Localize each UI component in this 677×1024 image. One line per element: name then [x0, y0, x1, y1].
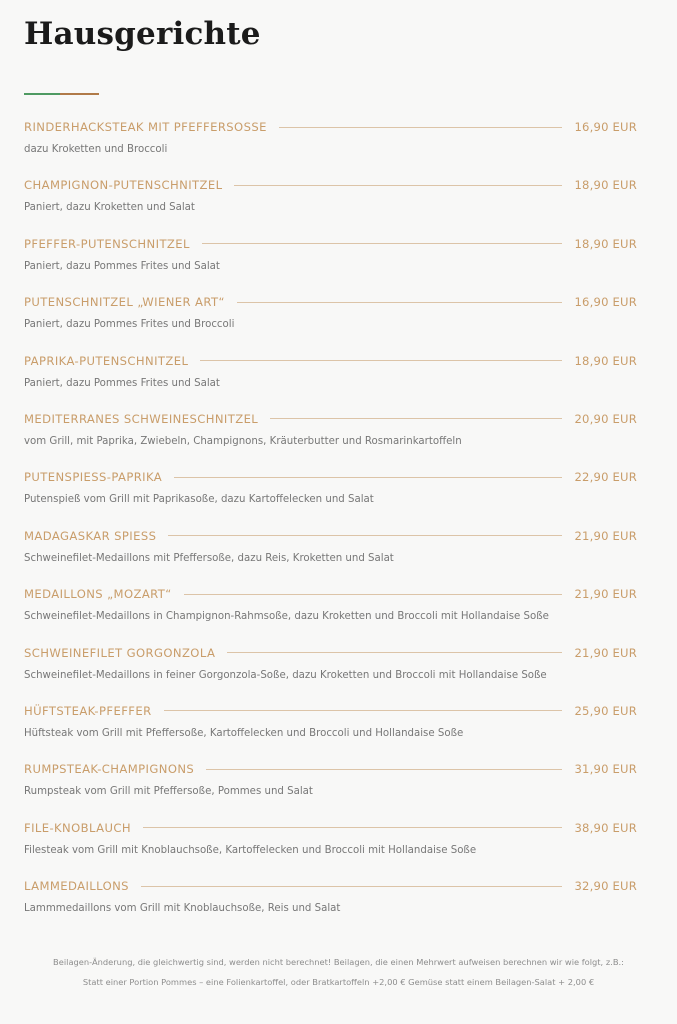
footnote-line: Statt einer Portion Pommes – eine Folienkartoffel, oder Bratkartoffeln +2,00 € Gemüse statt einem Beilagen-Salat + 2,00 €: [82, 977, 595, 987]
dish-row: [24, 759, 637, 779]
dish-description: Schweinefilet-Medaillons in feiner Gorgonzola-Soße, dazu Kroketten und Broccoli mit Hollandaise Soße: [24, 669, 547, 681]
dish-name: CHAMPIGNON-PUTENSCHNITZEL: [24, 178, 223, 193]
dish-price: 21,90 EUR: [574, 645, 637, 660]
dish-row: [24, 117, 637, 137]
dish-price: 21,90 EUR: [574, 587, 637, 602]
dish-row: [24, 292, 637, 312]
dish-description: Hüftsteak vom Grill mit Pfeffersoße, Kartoffelecken und Broccoli und Hollandaise Soße: [24, 727, 464, 739]
dish-name: MEDAILLONS „MOZART“: [24, 587, 172, 602]
dish-item: [24, 876, 637, 934]
dish-description: Putenspieß vom Grill mit Paprikasoße, dazu Kartoffelecken und Salat: [24, 494, 374, 506]
dish-price: 20,90 EUR: [574, 411, 637, 426]
dish-item: [24, 351, 637, 409]
price-leader-line: [184, 594, 563, 595]
dish-price: 25,90 EUR: [574, 703, 637, 718]
dish-name: MADAGASKAR SPIESS: [24, 528, 157, 543]
dish-name: SCHWEINEFILET GORGONZOLA: [24, 645, 216, 660]
dish-item: [24, 234, 637, 292]
price-leader-line: [202, 243, 563, 244]
price-leader-line: [141, 886, 563, 887]
dish-price: 18,90 EUR: [574, 178, 637, 193]
page-title: Hausgerichte: [24, 16, 261, 52]
dish-item: [24, 526, 637, 584]
dish-item: [24, 292, 637, 350]
price-leader-line: [227, 652, 562, 653]
dish-description: dazu Kroketten und Broccoli: [24, 144, 168, 155]
dish-price: 22,90 EUR: [574, 470, 637, 485]
dish-item: [24, 584, 637, 642]
dish-name: PUTENSCHNITZEL „WIENER ART“: [24, 295, 225, 310]
price-leader-line: [174, 477, 562, 478]
price-leader-line: [206, 769, 562, 770]
dish-name: PAPRIKA-PUTENSCHNITZEL: [24, 353, 189, 368]
dish-name: MEDITERRANES SCHWEINESCHNITZEL: [24, 411, 259, 426]
dish-name: FILE-KNOBLAUCH: [24, 820, 131, 835]
dish-description: vom Grill, mit Paprika, Zwiebeln, Champignons, Kräuterbutter und Rosmarinkartoffeln: [24, 435, 462, 447]
dish-name: PFEFFER-PUTENSCHNITZEL: [24, 236, 190, 251]
dish-price: 38,90 EUR: [574, 820, 637, 835]
dish-row: [24, 876, 637, 896]
dish-item: [24, 175, 637, 233]
dish-price: 21,90 EUR: [574, 528, 637, 543]
dish-row: [24, 467, 637, 487]
price-leader-line: [200, 360, 562, 361]
dish-row: [24, 526, 637, 546]
dish-price: 16,90 EUR: [574, 295, 637, 310]
dish-name: HÜFTSTEAK-PFEFFER: [24, 703, 152, 718]
dish-description: Rumpsteak vom Grill mit Pfeffersoße, Pommes und Salat: [24, 786, 313, 798]
dish-row: [24, 818, 637, 838]
price-leader-line: [237, 302, 563, 303]
price-leader-line: [143, 827, 562, 828]
dish-row: [24, 234, 637, 254]
dish-name: RINDERHACKSTEAK MIT PFEFFERSOSSE: [24, 120, 267, 134]
dish-item: [24, 818, 637, 876]
dish-row: [24, 584, 637, 604]
dish-description: Paniert, dazu Pommes Frites und Salat: [24, 260, 220, 272]
dish-price: 32,90 EUR: [574, 879, 637, 894]
dish-row: [24, 643, 637, 663]
dish-description: Schweinefilet-Medaillons mit Pfeffersoße, dazu Reis, Kroketten und Salat: [24, 552, 394, 564]
dish-price: 18,90 EUR: [574, 236, 637, 251]
footnote-line: Beilagen-Änderung, die gleichwertig sind, werden nicht berechnet! Beilagen, die einen Mehrwert aufweisen berechnen wir wie folgt, z.B.:: [53, 957, 624, 967]
dish-description: Filesteak vom Grill mit Knoblauchsoße, Kartoffelecken und Broccoli mit Hollandaise Soße: [24, 844, 477, 856]
dish-row: [24, 175, 637, 195]
price-leader-line: [270, 418, 562, 419]
dish-item: [24, 117, 637, 175]
dish-item: [24, 643, 637, 701]
price-leader-line: [168, 535, 562, 536]
dish-item: [24, 409, 637, 467]
price-leader-line: [234, 185, 562, 186]
dish-list: [24, 117, 637, 934]
dish-name: LAMMEDAILLONS: [24, 879, 129, 894]
price-leader-line: [279, 127, 563, 128]
dish-name: PUTENSPIESS-PAPRIKA: [24, 470, 163, 485]
dish-description: Lammmedaillons vom Grill mit Knoblauchsoße, Reis und Salat: [24, 903, 341, 915]
dish-name: RUMPSTEAK-CHAMPIGNONS: [24, 762, 195, 777]
dish-item: [24, 467, 637, 525]
dish-description: Paniert, dazu Pommes Frites und Salat: [24, 377, 220, 389]
dish-price: 31,90 EUR: [574, 762, 637, 777]
dish-price: 18,90 EUR: [574, 353, 637, 368]
dish-description: Paniert, dazu Kroketten und Salat: [24, 202, 195, 214]
dish-description: Paniert, dazu Pommes Frites und Broccoli: [24, 319, 235, 331]
dish-row: [24, 409, 637, 429]
side-dish-footnote: [0, 952, 677, 992]
dish-row: [24, 351, 637, 371]
price-leader-line: [164, 710, 563, 711]
dish-item: [24, 759, 637, 817]
title-accent-divider: [24, 93, 99, 95]
dish-price: 16,90 EUR: [574, 120, 637, 134]
dish-item: [24, 701, 637, 759]
dish-description: Schweinefilet-Medaillons in Champignon-Rahmsoße, dazu Kroketten und Broccoli mit Hollandaise Soße: [24, 611, 549, 623]
dish-row: [24, 701, 637, 721]
